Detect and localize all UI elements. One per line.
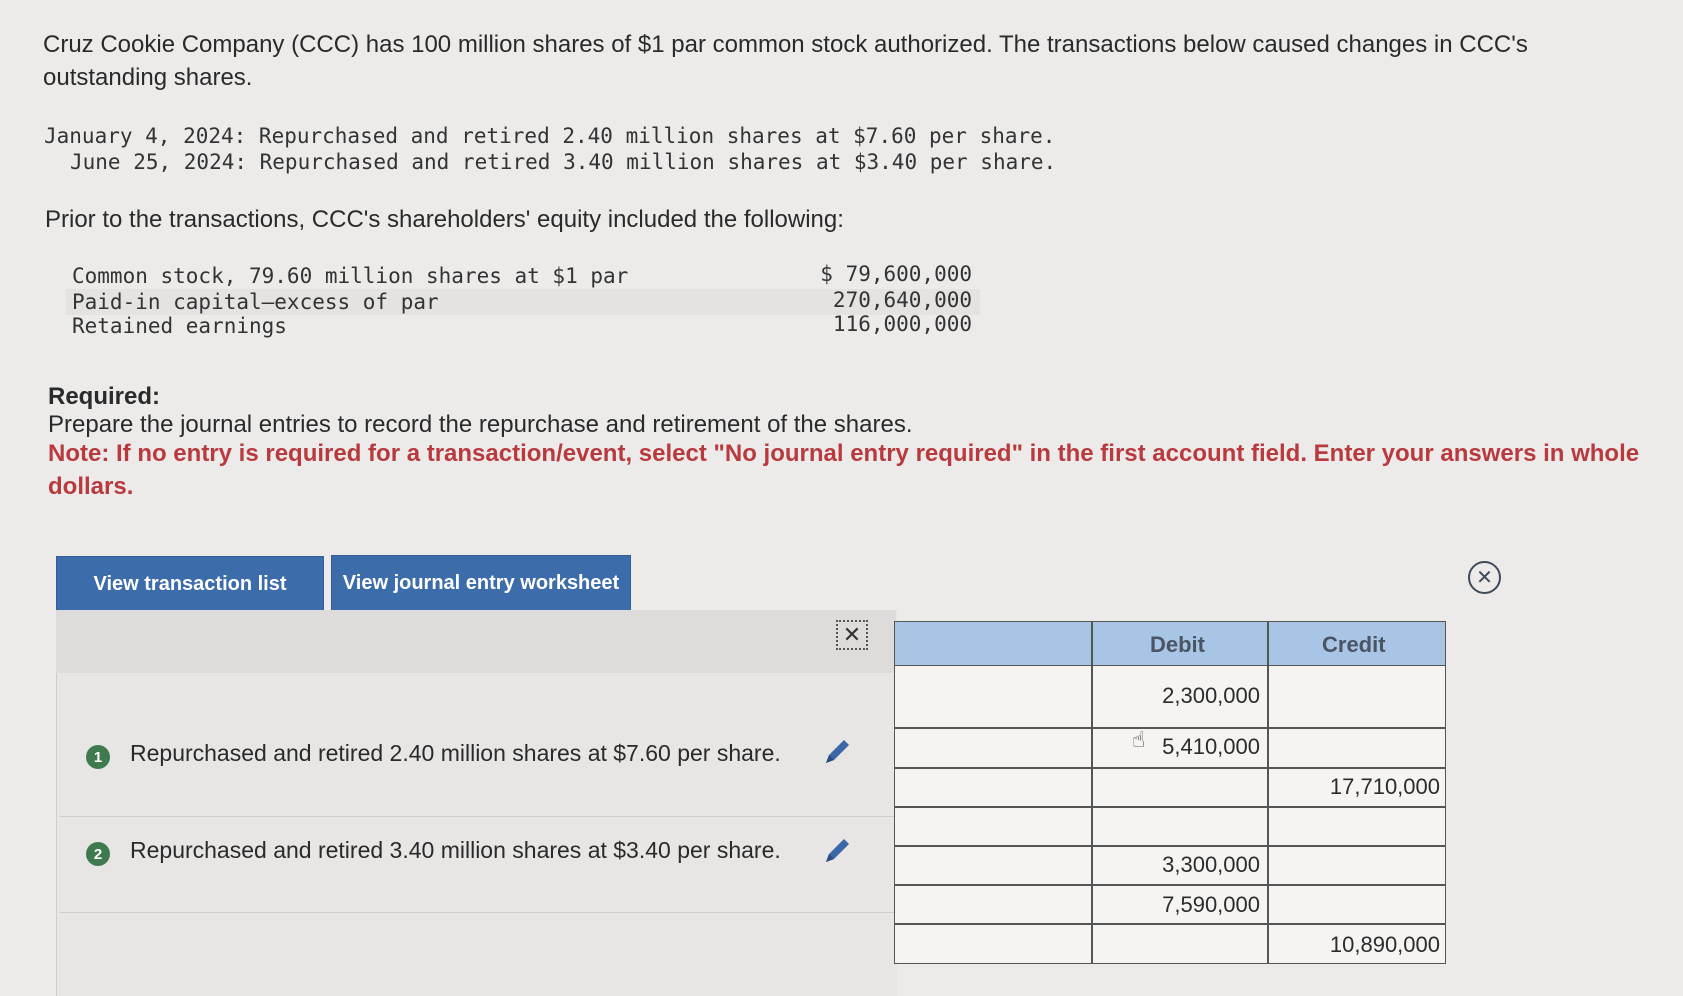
debit-cell-row-1[interactable]: 2,300,000 [1162,683,1260,708]
grid-divider-account [1091,621,1093,964]
required-text: Prepare the journal entries to record the repurchase and retirement of the shares. [48,411,913,438]
row-divider [894,884,1446,886]
credit-header: Credit [1322,632,1386,657]
transaction-item-1: Repurchased and retired 2.40 million shares at $7.60 per share. [130,740,781,766]
equity-value-common-stock: $ 79,600,000 [820,262,972,286]
transaction-badge-2: 2 [86,842,110,866]
transaction-separator-2 [60,912,896,913]
view-transaction-list-button[interactable]: View transaction list [56,556,324,612]
pencil-icon[interactable] [820,834,854,868]
transaction-badge-1: 1 [86,745,110,769]
grid-divider-debit [1267,621,1269,964]
equity-label-common-stock: Common stock, 79.60 million shares at $1 par [72,264,629,288]
row-divider [894,727,1446,729]
note-text: Note: If no entry is required for a transaction/event, select "No journal entry required" in the first account field. Enter your answers in whole dollars. [48,440,1640,500]
debit-header: Debit [1150,632,1205,657]
hand-pointer-icon: ☝ [1132,727,1146,752]
transaction-separator-1 [60,816,896,817]
transaction-line-1: January 4, 2024: Repurchased and retired 2.40 million shares at $7.60 per share. [44,124,1056,148]
equity-value-paid-in-capital: 270,640,000 [832,288,972,312]
prior-text: Prior to the transactions, CCC's shareholders' equity included the following: [45,206,844,233]
debit-cell-row-2[interactable]: 5,410,000 [1162,734,1260,759]
row-divider [894,806,1446,808]
x-box-icon[interactable]: ✕ [836,620,868,650]
required-heading: Required: [48,383,161,410]
credit-cell-row-7[interactable]: 10,890,000 [1329,932,1440,957]
view-journal-entry-worksheet-button[interactable]: View journal entry worksheet [331,555,631,611]
equity-label-retained-earnings: Retained earnings [72,314,287,338]
row-divider [894,767,1446,769]
debit-cell-row-6[interactable]: 7,590,000 [1162,892,1260,917]
transaction-list-header [56,610,896,673]
row-divider [894,923,1446,925]
equity-label-paid-in-capital: Paid-in capital—excess of par [72,290,439,314]
pencil-icon[interactable] [820,735,854,769]
debit-cell-row-5[interactable]: 3,300,000 [1162,852,1260,877]
transaction-item-2: Repurchased and retired 3.40 million shares at $3.40 per share. [130,837,781,863]
equity-value-retained-earnings: 116,000,000 [832,312,972,336]
row-divider [894,845,1446,847]
credit-cell-row-3[interactable]: 17,710,000 [1329,774,1440,799]
problem-intro: Cruz Cookie Company (CCC) has 100 million shares of $1 par common stock authorized. The transactions below caused changes in CCC's outstanding shares. [43,31,1528,91]
close-circle-icon[interactable]: ✕ [1468,561,1501,594]
transaction-line-2: June 25, 2024: Repurchased and retired 3.40 million shares at $3.40 per share. [70,150,1057,174]
